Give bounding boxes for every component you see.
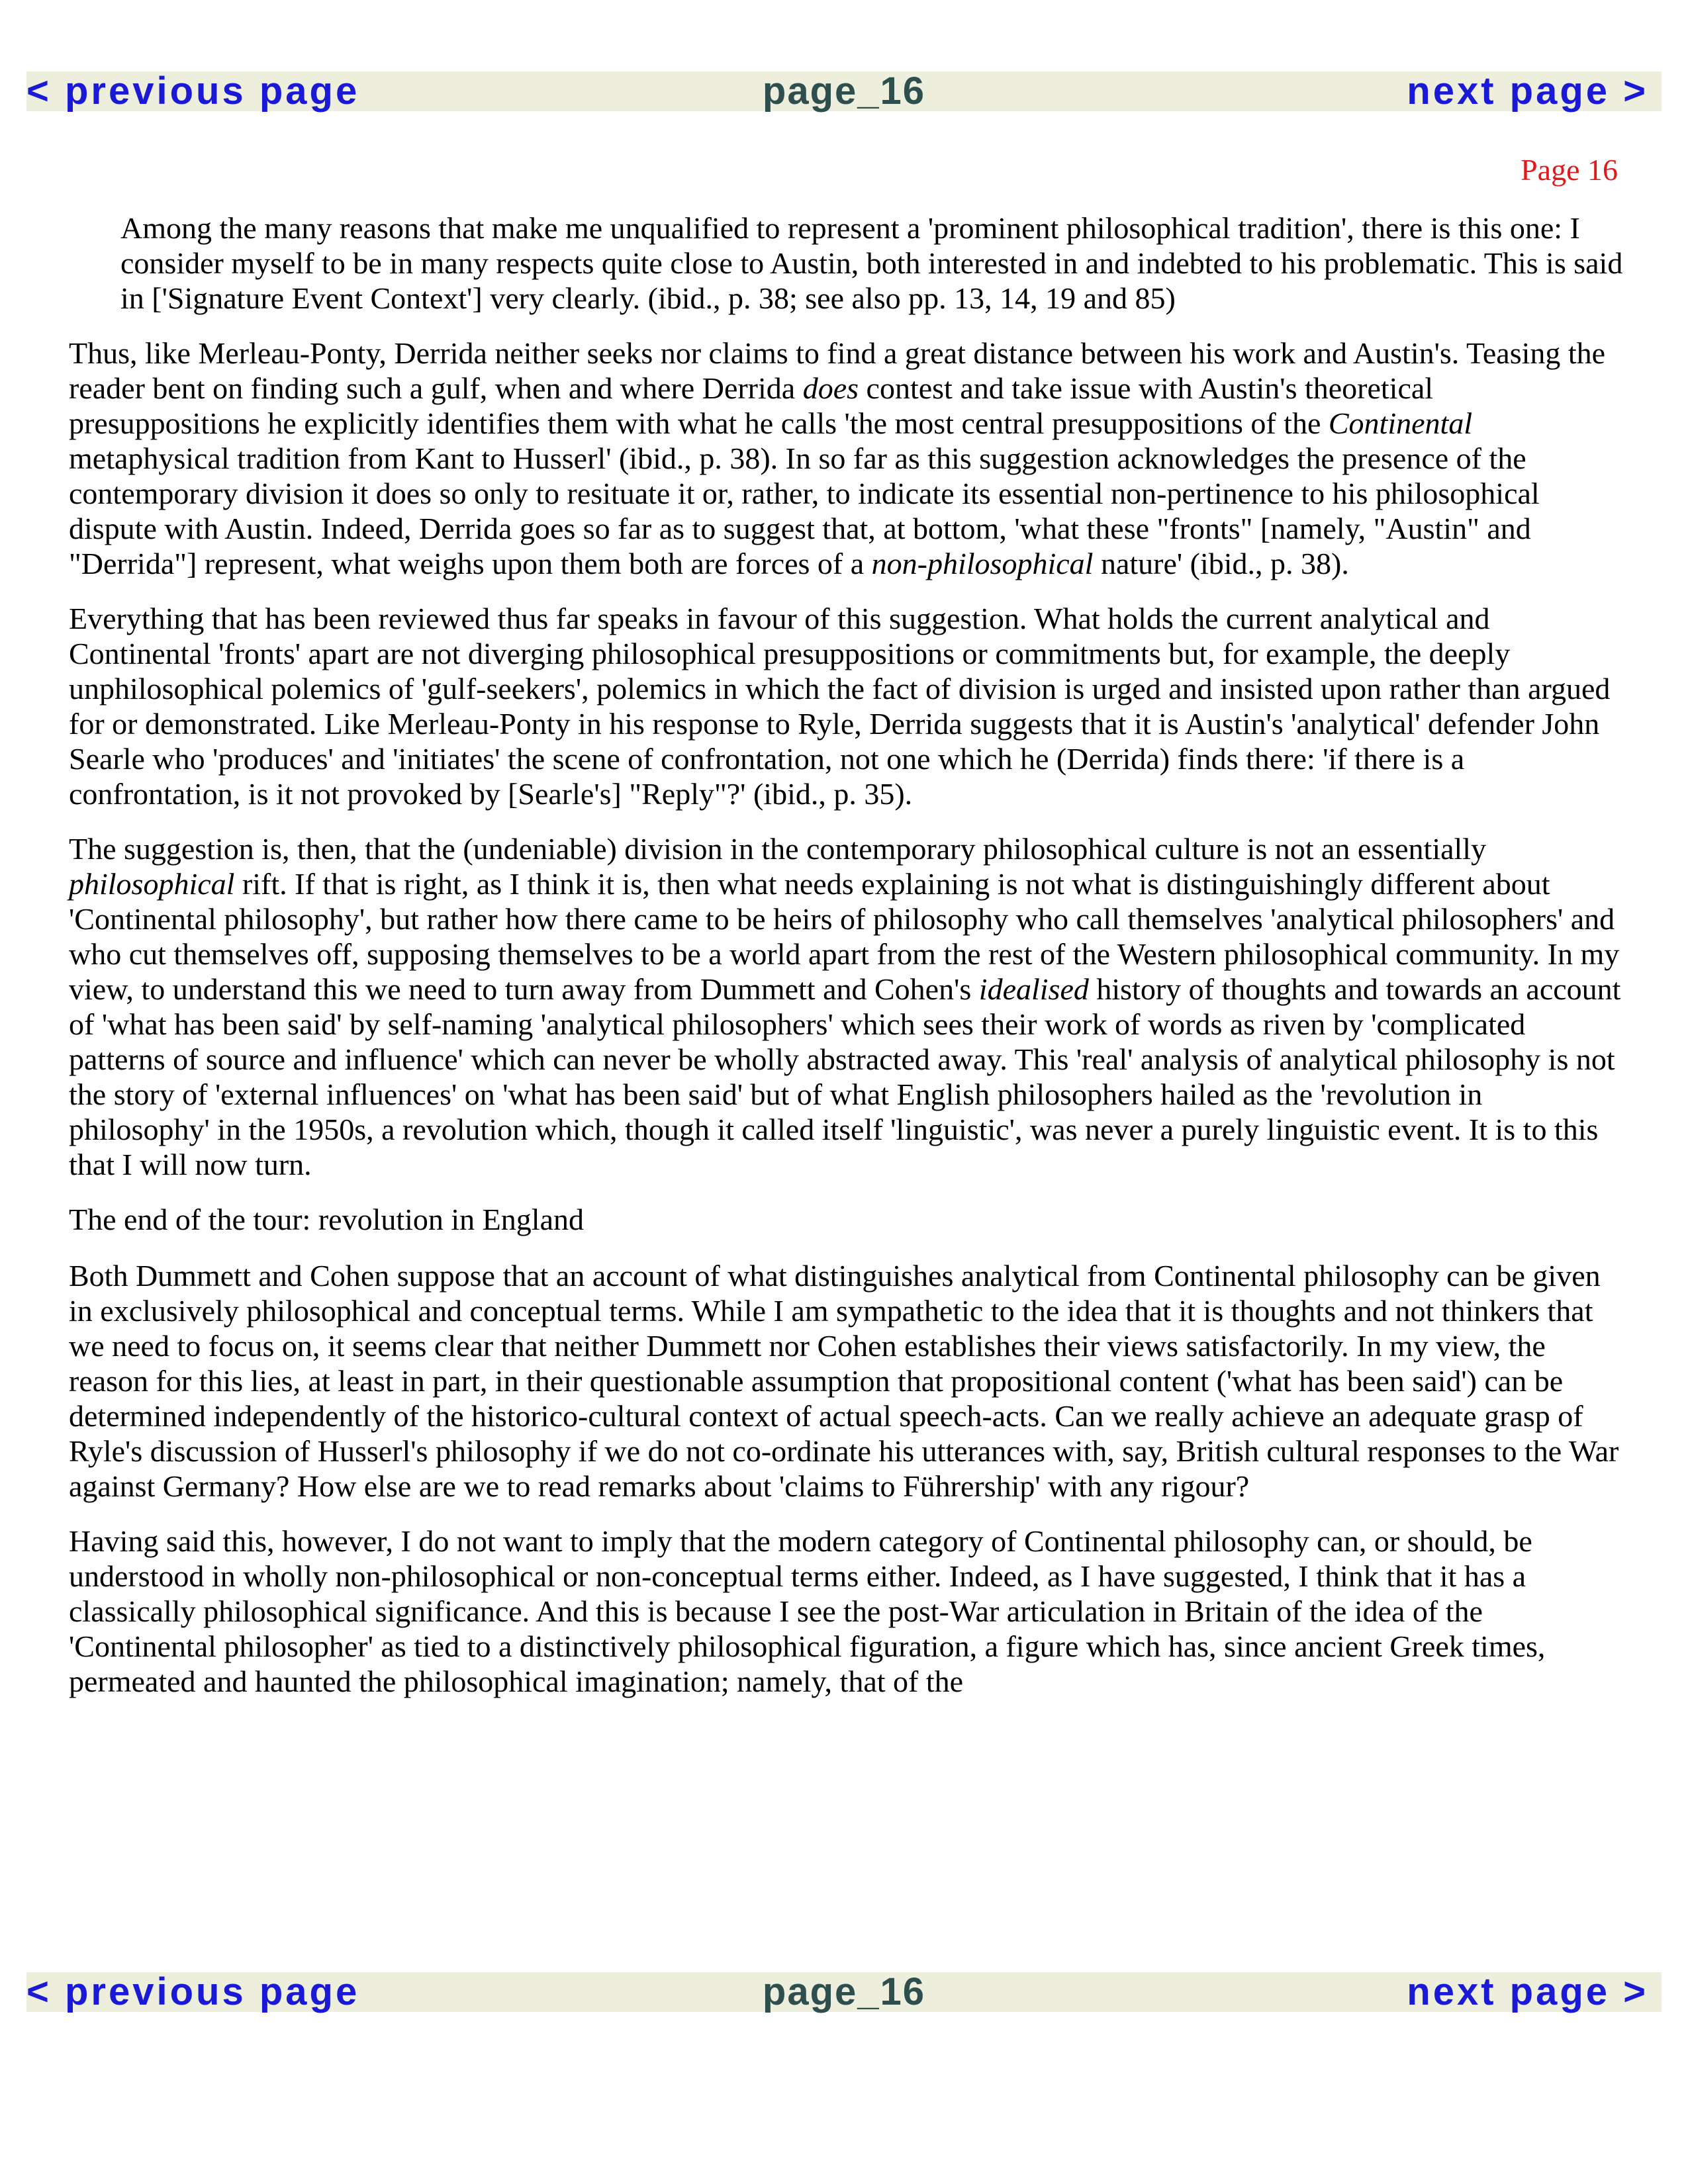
page-number-label: Page 16 [1521,153,1618,187]
top-navigation-bar [26,71,1662,111]
previous-page-link[interactable]: < previous page [26,69,360,113]
paragraph-2: Everything that has been reviewed thus far speaks in favour of this suggestion. What holds the current analytical and Continental 'fronts' apart are not diverging philosophical presuppositions or commitments but, for example, the deeply unphilosophical polemics of 'gulf-seekers', polemics in which the fact of division is urged and insisted upon rather than argued for or demonstrated. Like Merleau-Ponty in his response to Ryle, Derrida suggests that it is Austin's 'analytical' defender John Searle who 'produces' and 'initiates' the scene of confrontation, not one which he (Derrida) finds there: 'if there is a confrontation, is it not provoked by [Searle's] "Reply"?' (ibid., p. 35). [69,602,1611,811]
bottom-navigation-bar [26,1972,1662,2012]
paragraph-1: Thus, like Merleau-Ponty, Derrida neither seeks nor claims to find a great distance between his work and Austin's. Teasing the reader bent on finding such a gulf, when and where Derrida does contest and take issue with Austin's theoretical presuppositions he explicitly identifies them with what he calls 'the most central presuppositions of the Continental metaphysical tradition from Kant to Husserl' (ibid., p. 38). In so far as this suggestion acknowledges the presence of the contemporary division it does so only to resituate it or, rather, to indicate its essential non-pertinence to his philosophical dispute with Austin. Indeed, Derrida goes so far as to suggest that, at bottom, 'what these "fronts" [namely, "Austin" and "Derrida"] represent, what weighs upon them both are forces of a non-philosophical nature' (ibid., p. 38). [69,336,1606,580]
paragraph-4: Both Dummett and Cohen suppose that an account of what distinguishes analytical from Continental philosophy can be given in exclusively philosophical and conceptual terms. While I am sympathetic to the idea that it is thoughts and not thinkers that we need to focus on, it seems clear that neither Dummett nor Cohen establishes their views satisfactorily. In my view, the reason for this lies, at least in part, in their questionable assumption that propositional content ('what has been said') can be determined independently of the historico-cultural context of actual speech-acts. Can we really achieve an adequate grasp of Ryle's discussion of Husserl's philosophy if we do not co-ordinate his utterances with, say, British cultural responses to the War against Germany? How else are we to read remarks about 'claims to Führership' with any rigour? [69,1259,1619,1503]
previous-page-link-bottom[interactable]: < previous page [26,1970,360,2013]
next-page-link[interactable]: next page > [1407,69,1648,113]
next-page-link-bottom[interactable]: next page > [1407,1970,1648,2013]
current-page-indicator-bottom: page_16 [762,1970,926,2013]
block-quote: Among the many reasons that make me unqualified to represent a 'prominent philosophical tradition', there is this one: I consider myself to be in many respects quite close to Austin, both interested in and indebted to his problematic. This is said in ['Signature Event Context'] very clearly. (ibid., p. 38; see also pp. 13, 14, 19 and 85) [120,211,1623,315]
paragraph-5: Having said this, however, I do not want to imply that the modern category of Continental philosophy can, or should, be understood in wholly non-philosophical or non-conceptual terms either. Indeed, as I have suggested, I think that it has a classically philosophical significance. And this is because I see the post-War articulation in Britain of the idea of the 'Continental philosopher' as tied to a distinctively philosophical figuration, a figure which has, since ancient Greek times, permeated and haunted the philosophical imagination; namely, that of the [69,1524,1546,1698]
current-page-indicator: page_16 [762,69,926,113]
section-heading: The end of the tour: revolution in England [69,1203,584,1236]
page-content [69,210,1628,1719]
paragraph-3: The suggestion is, then, that the (undeniable) division in the contemporary philosophical culture is not an essentially philosophical rift. If that is right, as I think it is, then what needs explaining is not what is distinguishingly different about 'Continental philosophy', but rather how there came to be heirs of philosophy who call themselves 'analytical philosophers' and who cut themselves off, supposing themselves to be a world apart from the rest of the Western philosophical community. In my view, to understand this we need to turn away from Dummett and Cohen's idealised history of thoughts and towards an account of 'what has been said' by self-naming 'analytical philosophers' which sees their work of words as riven by 'complicated patterns of source and influence' which can never be wholly abstracted away. This 'real' analysis of analytical philosophy is not the story of 'external influences' on 'what has been said' but of what English philosophers hailed as the 'revolution in philosophy' in the 1950s, a revolution which, though it called itself 'linguistic', was never a purely linguistic event. It is to this that I will now turn. [69,832,1621,1181]
